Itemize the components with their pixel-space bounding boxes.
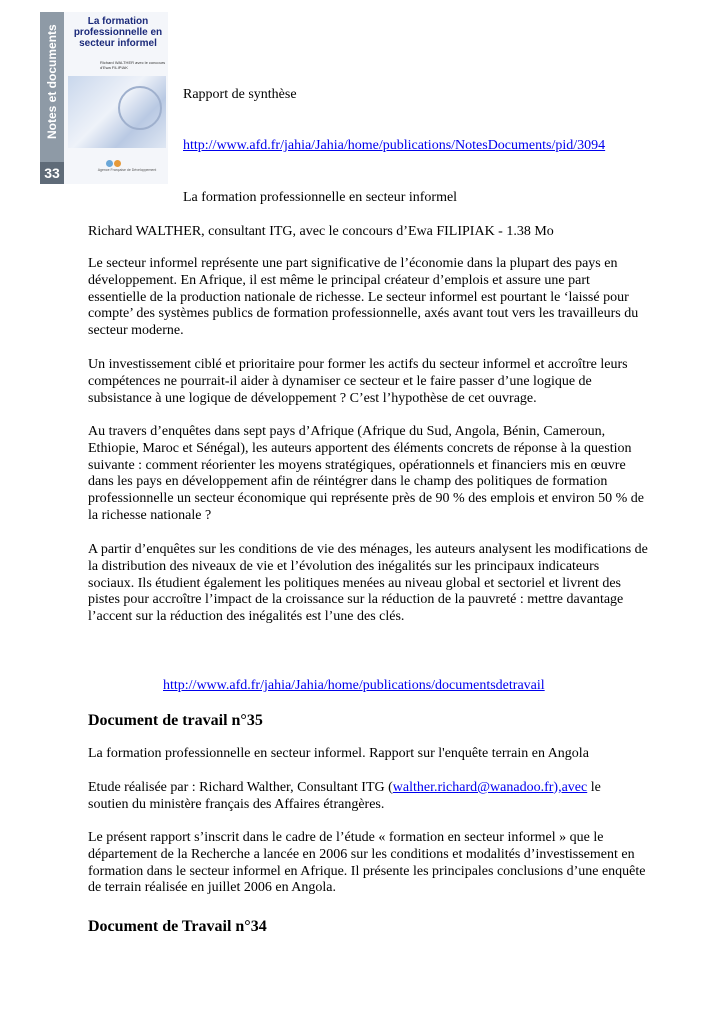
paragraph-3: Au travers d’enquêtes dans sept pays d’Afrique (Afrique du Sud, Angola, Bénin, Cameroun, Ethiopie, Maroc et Sénégal), les auteurs apportent des éléments concrets de réponse à la question suivante : comment réorienter les moyens stratégiques, opérationnels et financiers mis en œuvre dans les pays en développement afin de réintégrer dans le champ des politiques de formation professionnelle un secteur économique qui représente près de 90 % des emplois et environ 50 % de la richesse nationale ?: [88, 424, 644, 523]
byline: Richard WALTHER, consultant ITG, avec le concours d’Ewa FILIPIAK - 1.38 Mo: [88, 224, 554, 239]
doc35-body: Le présent rapport s’inscrit dans le cadre de l’étude « formation en secteur informel » que le département de la Recherche a lancée en 2006 sur les conditions et modalités d’investissement en formation dans le secteur informel en Afrique. Il présente les principales conclusions d’une enquête de terrain réalisée en juillet 2006 en Angola.: [88, 830, 646, 896]
report-subtitle: Rapport de synthèse: [183, 87, 297, 102]
paragraph-4: A partir d’enquêtes sur les conditions de vie des ménages, les auteurs analysent les modifications de la distribution des niveaux de vie et l’évolution des inégalités sur les principaux indicateurs sociaux. Ils étudient également les politiques menées au niveau global et sectoriel et livrent des pistes pour accroître l’impact de la croissance sur la réduction de la pauvreté : mettre davantage l’accent sur la réduction des inégalités est l’une des clés.: [88, 542, 648, 625]
doc35-credit-mid[interactable]: ),avec: [553, 780, 588, 795]
cover-title: La formation professionnelle en secteur informel: [73, 16, 163, 49]
working-papers-link[interactable]: http://www.afd.fr/jahia/Jahia/home/publications/documentsdetravail: [163, 678, 545, 693]
cover-thumbnail: [40, 12, 168, 184]
afd-logo-icon: [106, 154, 122, 164]
doc34-heading: Document de Travail n°34: [88, 918, 267, 935]
doc35-credit: [88, 779, 601, 796]
cover-publisher: Agence Française de Développement: [97, 168, 157, 172]
report-title: La formation professionnelle en secteur informel: [183, 190, 458, 205]
doc35-title: La formation professionnelle en secteur informel. Rapport sur l'enquête terrain en Angola: [88, 746, 589, 761]
author-email-link[interactable]: walther.richard@wanadoo.fr: [392, 780, 554, 795]
cover-photo-image: [68, 76, 166, 148]
cover-series-band: [40, 12, 64, 184]
doc35-credit-suffix: le: [587, 780, 601, 795]
paragraph-2: Un investissement ciblé et prioritaire pour former les actifs du secteur informel et accroître leurs compétences ne pourrait-il aider à dynamiser ce secteur et le faire passer d’une logique de subsistance à une logique de développement ? C’est l’hypothèse de cet ouvrage.: [88, 357, 628, 406]
paragraph-1: Le secteur informel représente une part significative de l’économie dans la plupart des pays en développement. En Afrique, il est même le principal créateur d’emplois et assure une part essentielle de la production nationale de richesse. Le secteur informel est pourtant le ‘laissé pour compte’ des systèmes publics de formation professionnelle, axés avant tout vers les travailleurs du secteur moderne.: [88, 256, 639, 339]
doc35-credit-prefix: Etude réalisée par : Richard Walther, Consultant ITG (: [88, 780, 393, 795]
cover-number: 33: [40, 162, 64, 184]
doc35-credit-line2: soutien du ministère français des Affaires étrangères.: [88, 797, 385, 812]
cover-authors: Richard WALTHER avec le concours d'Ewa FILIPIAK: [100, 60, 166, 70]
report-link[interactable]: http://www.afd.fr/jahia/Jahia/home/publications/NotesDocuments/pid/3094: [183, 138, 606, 153]
cover-series-label: Notes et documents: [45, 24, 59, 140]
doc35-heading: Document de travail n°35: [88, 712, 263, 729]
